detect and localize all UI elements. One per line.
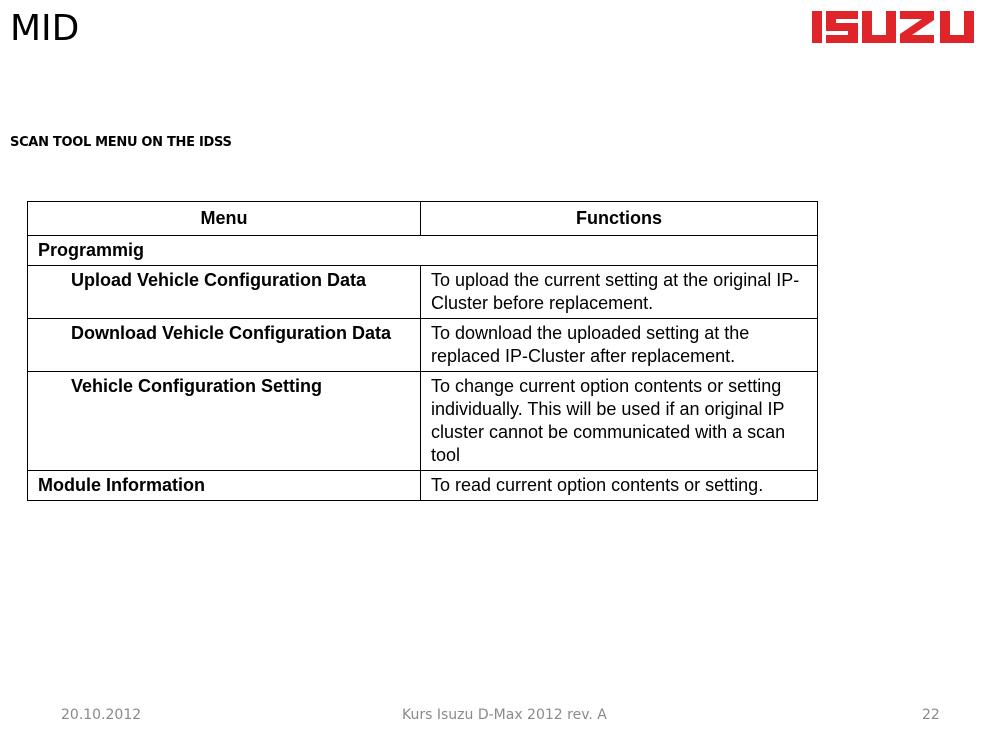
table-row bbox=[28, 372, 818, 471]
scan-tool-menu-table bbox=[27, 201, 818, 501]
table-header-row bbox=[28, 202, 818, 236]
footer-page-number: 22 bbox=[922, 707, 940, 723]
slide-subtitle: SCAN TOOL MENU ON THE IDSS bbox=[10, 135, 232, 150]
menu-cell: Module Information bbox=[28, 471, 421, 501]
section-row bbox=[28, 236, 818, 266]
footer-date: 20.10.2012 bbox=[61, 707, 142, 723]
isuzu-logo bbox=[812, 8, 988, 46]
menu-cell: Upload Vehicle Configuration Data bbox=[28, 266, 421, 319]
function-cell: To read current option contents or setting. bbox=[421, 471, 818, 501]
function-cell: To change current option contents or setting individually. This will be used if an original IP cluster cannot be communicated with a scan tool bbox=[421, 372, 818, 471]
menu-cell: Download Vehicle Configuration Data bbox=[28, 319, 421, 372]
function-cell: To upload the current setting at the original IP-Cluster before replacement. bbox=[421, 266, 818, 319]
table-row bbox=[28, 266, 818, 319]
menu-cell: Vehicle Configuration Setting bbox=[28, 372, 421, 471]
column-header-functions: Functions bbox=[421, 202, 818, 236]
function-cell: To download the uploaded setting at the replaced IP-Cluster after replacement. bbox=[421, 319, 818, 372]
footer-course: Kurs Isuzu D-Max 2012 rev. A bbox=[402, 707, 607, 723]
slide-title: MID bbox=[10, 8, 80, 49]
table-row bbox=[28, 471, 818, 501]
column-header-menu: Menu bbox=[28, 202, 421, 236]
section-programming: Programmig bbox=[28, 236, 818, 266]
table-row bbox=[28, 319, 818, 372]
